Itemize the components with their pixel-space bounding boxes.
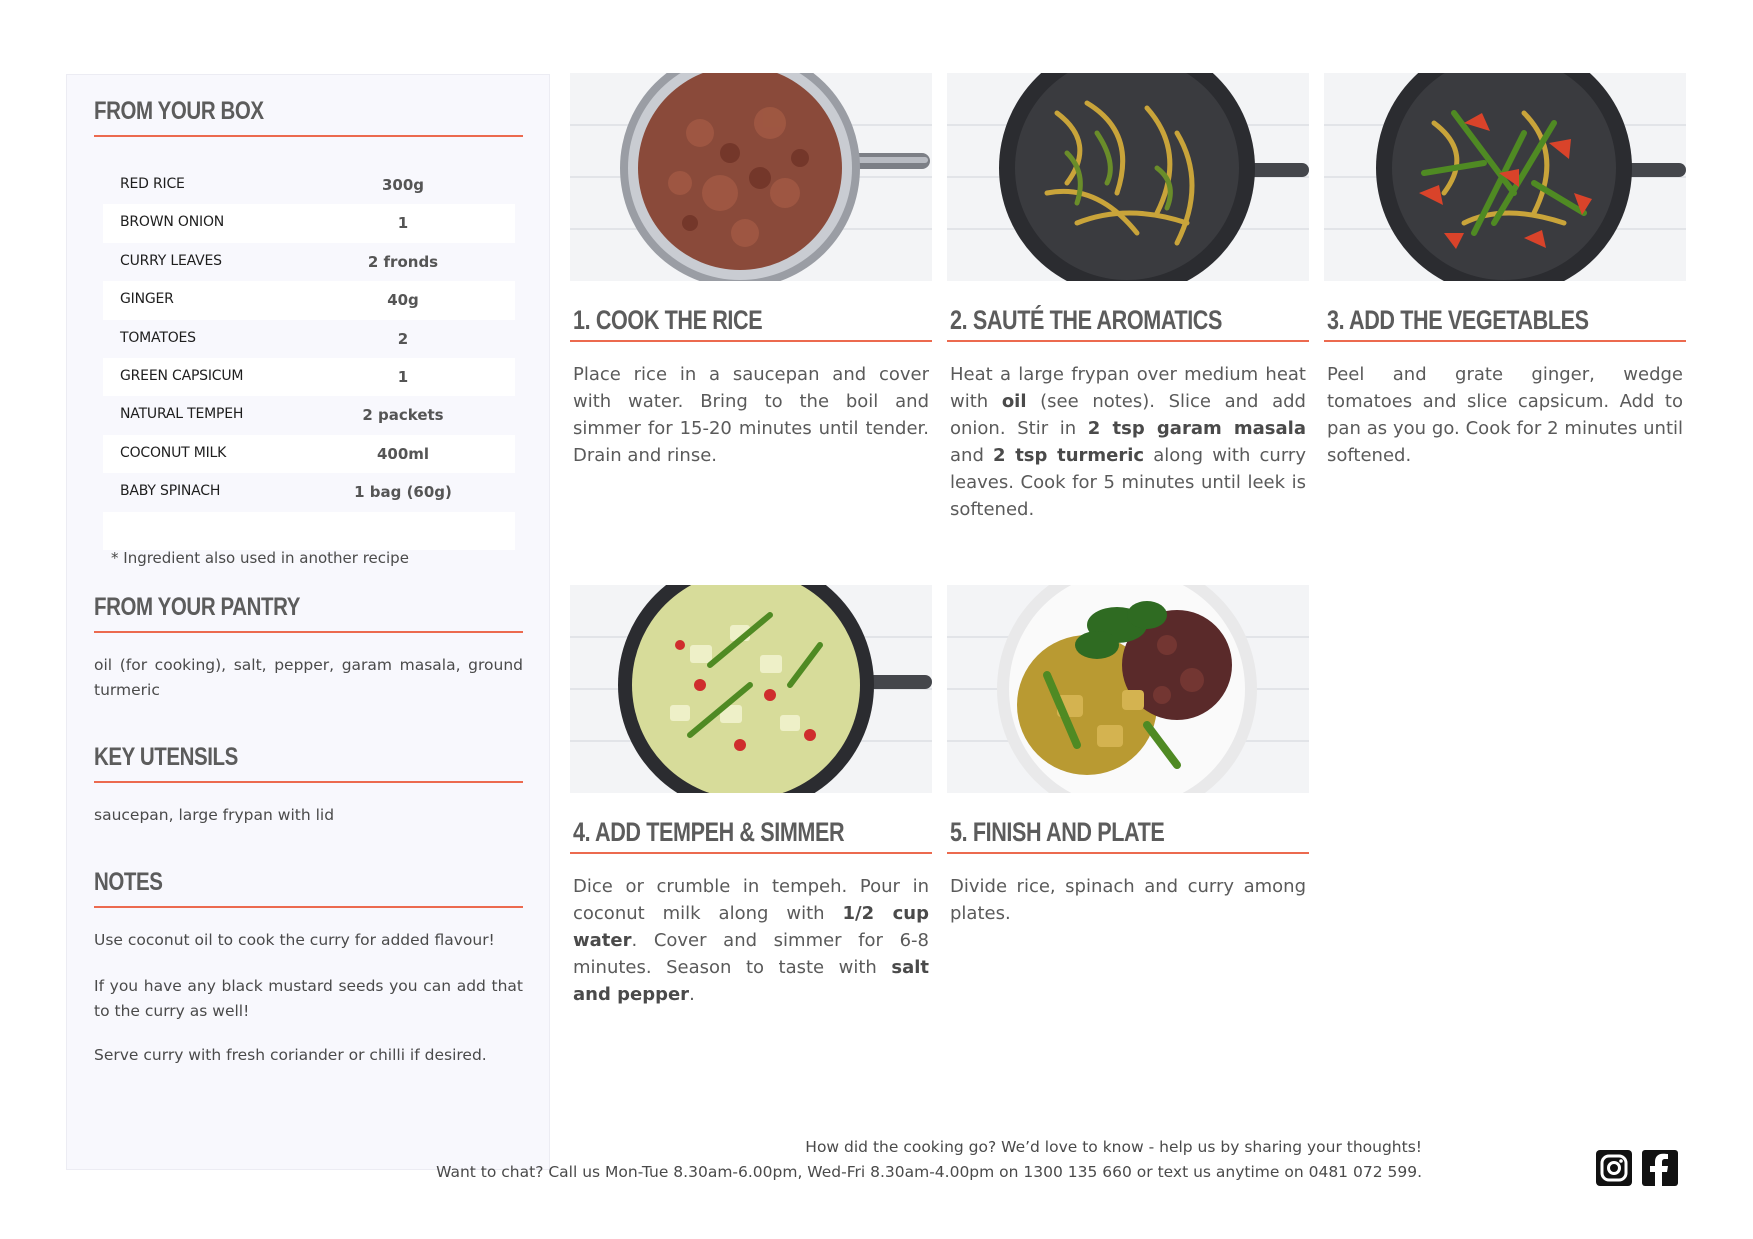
step-text-segment: and (950, 445, 993, 466)
step-2-text (950, 361, 1306, 523)
step-2-photo (947, 73, 1309, 281)
note-item: Serve curry with fresh coriander or chilli if desired. (94, 1046, 487, 1064)
section-divider (94, 135, 523, 137)
ingredient-name: COCONUT MILK (120, 444, 227, 461)
step-1-text (573, 361, 929, 469)
emphasis-text: oil (1001, 391, 1027, 412)
ingredient-name: CURRY LEAVES (120, 252, 222, 269)
step-divider (570, 852, 932, 854)
ingredient-name: GINGER (120, 291, 174, 308)
step-text-segment: Place rice in a saucepan and cover with water. Bring to the boil and simmer for 15-20 minutes until tender. Drain and rinse. (573, 364, 929, 466)
ingredient-row (103, 281, 515, 319)
step-5-title: 5. FINISH AND PLATE (950, 817, 1165, 847)
contact-text: Want to chat? Call us Mon-Tue 8.30am-6.00pm, Wed-Fri 8.30am-4.00pm on 1300 135 660 or text us anytime on 0481 072 599. (436, 1163, 1422, 1181)
step-4-title: 4. ADD TEMPEH & SIMMER (573, 817, 845, 847)
note-item: Use coconut oil to cook the curry for added flavour! (94, 931, 495, 949)
ingredient-name: BABY SPINACH (120, 483, 221, 500)
ingredient-name: NATURAL TEMPEH (120, 406, 244, 423)
notes-heading: NOTES (94, 868, 163, 896)
ingredient-qty: 1 (397, 367, 409, 386)
section-divider (94, 631, 523, 633)
ingredient-qty: 40g (387, 291, 419, 310)
step-text-segment: Divide rice, spinach and curry among plates. (950, 876, 1306, 924)
step-text-segment: . Cover and simmer for 6-8 minutes. Season to taste with (573, 930, 929, 978)
ingredient-row-empty (103, 512, 515, 550)
facebook-icon[interactable] (1642, 1150, 1678, 1186)
section-divider (94, 906, 523, 908)
emphasis-text: 1/2 cup water (573, 903, 929, 951)
ingredient-name: TOMATOES (120, 329, 196, 346)
ingredient-qty: 2 fronds (367, 252, 439, 271)
from-your-pantry-heading: FROM YOUR PANTRY (94, 593, 301, 621)
ingredient-qty: 300g (381, 176, 425, 194)
step-5-text (950, 873, 1306, 927)
step-text-segment: (see notes). Slice and add onion. Stir in (950, 391, 1306, 439)
ingredient-row (103, 358, 515, 396)
utensils-text: saucepan, large frypan with lid (94, 806, 335, 824)
ingredient-row (103, 473, 515, 511)
ingredients-table (103, 166, 515, 550)
step-divider (570, 340, 932, 342)
pantry-text: oil (for cooking), salt, pepper, garam masala, ground turmeric (94, 656, 523, 699)
ingredient-qty: 1 bag (60g) (354, 483, 452, 502)
step-text-segment: along with curry leaves. Cook for 5 minutes until leek is softened. (950, 445, 1306, 520)
ingredient-row (103, 435, 515, 473)
ingredient-row (103, 320, 515, 358)
ingredient-footnote: * Ingredient also used in another recipe (111, 549, 409, 567)
step-text-segment: . (689, 984, 695, 1005)
step-4-text (573, 873, 929, 1008)
key-utensils-heading: KEY UTENSILS (94, 743, 238, 771)
step-1-title: 1. COOK THE RICE (573, 305, 763, 335)
step-1-photo (570, 73, 932, 281)
ingredient-row (103, 204, 515, 242)
instagram-icon[interactable] (1596, 1150, 1632, 1186)
emphasis-text: 2 tsp turmeric (993, 445, 1145, 466)
step-4-photo (570, 585, 932, 793)
emphasis-text: salt and pepper (573, 957, 929, 1005)
emphasis-text: 2 tsp garam masala (1087, 418, 1306, 439)
step-2-title: 2. SAUTÉ THE AROMATICS (950, 305, 1223, 335)
section-divider (94, 781, 523, 783)
ingredient-qty: 1 (397, 214, 409, 233)
feedback-text: How did the cooking go? We’d love to know - help us by sharing your thoughts! (805, 1138, 1422, 1156)
step-3-text (1327, 361, 1683, 469)
ingredients-sidebar (66, 74, 550, 1170)
note-item: If you have any black mustard seeds you can add that to the curry as well! (94, 977, 523, 1020)
step-text-segment: Peel and grate ginger, wedge tomatoes and slice capsicum. Add to pan as you go. Cook for 2 minutes until softened. (1327, 364, 1683, 466)
ingredient-qty: 400ml (376, 444, 430, 463)
ingredient-qty: 2 packets (362, 406, 444, 425)
ingredient-qty: 2 (397, 329, 409, 348)
ingredient-name: RED RICE (120, 176, 185, 192)
step-5-photo (947, 585, 1309, 793)
ingredient-row (103, 396, 515, 434)
step-text-segment: Heat a large frypan over medium heat with (950, 364, 1306, 412)
step-3-title: 3. ADD THE VEGETABLES (1327, 305, 1589, 335)
ingredient-row (103, 166, 515, 204)
from-your-box-heading: FROM YOUR BOX (94, 97, 264, 125)
step-divider (1324, 340, 1686, 342)
step-divider (947, 852, 1309, 854)
ingredient-name: GREEN CAPSICUM (120, 367, 244, 384)
ingredient-row (103, 243, 515, 281)
step-divider (947, 340, 1309, 342)
step-3-photo (1324, 73, 1686, 281)
step-text-segment: Dice or crumble in tempeh. Pour in coconut milk along with (573, 876, 929, 924)
ingredient-name: BROWN ONION (120, 214, 225, 231)
